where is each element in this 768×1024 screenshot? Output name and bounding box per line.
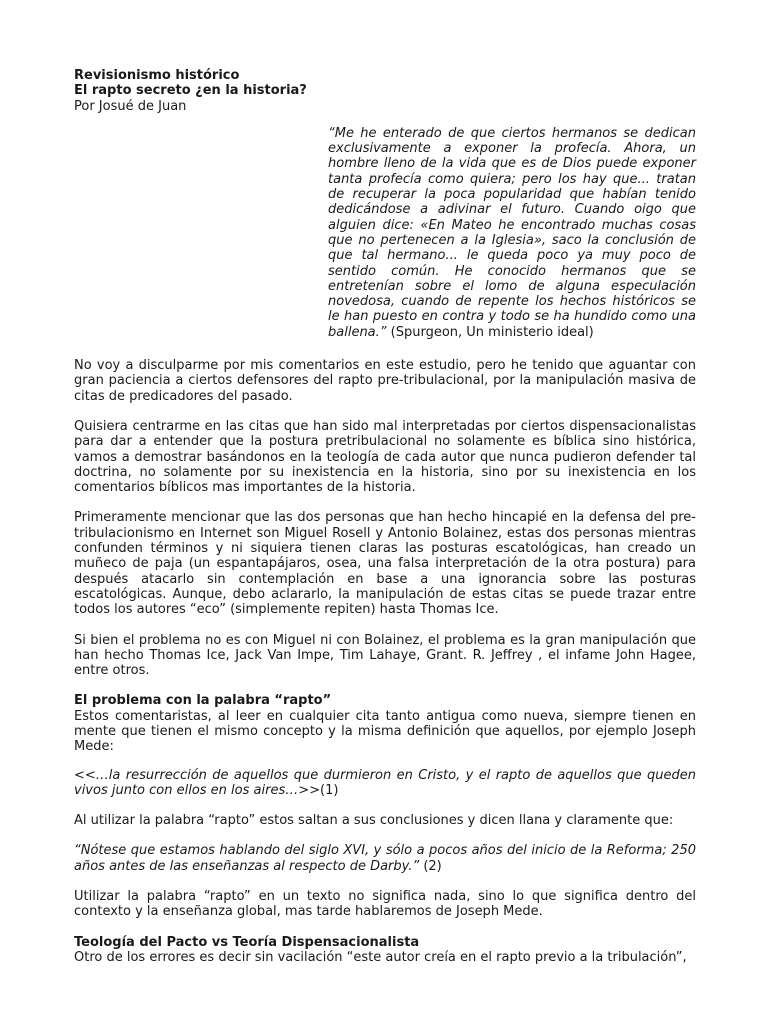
body-paragraph: Estos comentaristas, al leer en cualquier cita tanto antigua como nueva, siempre tienen en mente que tienen el mismo concepto y la misma definición que aquellos, por ejemplo Joseph Mede: [74,708,696,755]
block-quote [74,768,696,799]
quote-open-mark: << [74,767,96,783]
quote-text: “Nótese que estamos hablando del siglo XVI, y sólo a pocos años del inicio de la Reforma; 250 años antes de las enseñanzas al respecto de Darby.” [74,843,696,874]
section-teologia [74,935,696,966]
body-paragraph: Quisiera centrarme en las citas que han sido mal interpretadas por ciertos dispensacionalistas para dar a entender que la postura pretribulacional no solamente es bíblica sino histórica, vamos a demostrar basándonos en la teología de cada autor que nunca pudieron defender tal doctrina, no solamente por su inexistencia en la historia, sino por su inexistencia en los comentarios bíblicos mas importantes de la historia. [74,418,696,496]
section-heading: Teología del Pacto vs Teoría Dispensacionalista [74,934,420,950]
epigraph-source: (Spurgeon, Un ministerio ideal) [386,324,594,340]
body-paragraph: No voy a disculparme por mis comentarios en este estudio, pero he tenido que aguantar con gran paciencia a ciertos defensores del rapto pre-tribulacional, por la manipulación masiva de citas de predicadores del pasado. [74,358,696,404]
section-rapto [74,693,696,919]
epigraph-quote [328,126,696,340]
block-quote [74,843,696,874]
document-title: Revisionismo histórico [74,68,240,83]
body-paragraph: Al utilizar la palabra “rapto” estos saltan a sus conclusiones y dicen llana y claramente que: [74,813,674,829]
epigraph-text: “Me he enterado de que ciertos hermanos se dedican exclusivamente a exponer la profecía. Ahora, un hombre lleno de la vida que es de Dios puede exponer tanta profecía como quiera; pero los hay que... tratan de recuperar la poca popularidad que habían tenido dedicándose a adivinar el futuro. Cuando oigo que alguien dice: «En Mateo he encontrado muchas cosas que no pertenecen a la Iglesia», saco la conclusión de que tal hermano... le queda poco ya muy poco de sentido común. He conocido hermanos que se entretenían sobre el lomo de alguna especulación novedosa, cuando de repente los hechos históricos se le han puesto en contra y todo se ha hundido como una ballena.” [328,125,696,340]
body-paragraph: Otro de los errores es decir sin vacilación “este autor creía en el rapto previo a la tribulación”, [74,949,687,965]
section-heading: El problema con la palabra “rapto” [74,693,332,709]
quote-text: …la resurrección de aquellos que durmieron en Cristo, y el rapto de aquellos que queden vivos junto con ellos en los aires… [74,767,696,798]
document-subtitle: El rapto secreto ¿en la historia? [74,83,307,99]
document-page [74,68,696,980]
document-header [74,68,696,114]
author-byline: Por Josué de Juan [74,98,187,114]
body-paragraph: Si bien el problema no es con Miguel ni con Bolainez, el problema es la gran manipulación que han hecho Thomas Ice, Jack Van Impe, Tim Lahaye, Grant. R. Jeffrey , el infame John Hagee, entre otros. [74,632,696,679]
body-paragraph: Utilizar la palabra “rapto” en un texto no significa nada, sino lo que significa dentro del contexto y la enseñanza global, mas tarde hablaremos de Joseph Mede. [74,889,696,920]
quote-close-mark: >>(1) [298,782,339,798]
footnote-ref: (2) [419,858,442,874]
body-paragraph: Primeramente mencionar que las dos personas que han hecho hincapié en la defensa del pre-tribulacionismo en Internet son Miguel Rosell y Antonio Bolainez, estas dos personas mientras confunden términos y ni siquiera tienen claras las posturas escatológicas, han creado un muñeco de paja (un espantapájaros, osea, una falsa interpretación de la otra postura) para después atacarlo sin contemplación en base a una ignorancia sobre las posturas escatológicas. Aunque, debo aclararlo, la manipulación de estas citas se puede trazar entre todos los autores “eco” (simplemente repiten) hasta Thomas Ice. [74,510,696,618]
